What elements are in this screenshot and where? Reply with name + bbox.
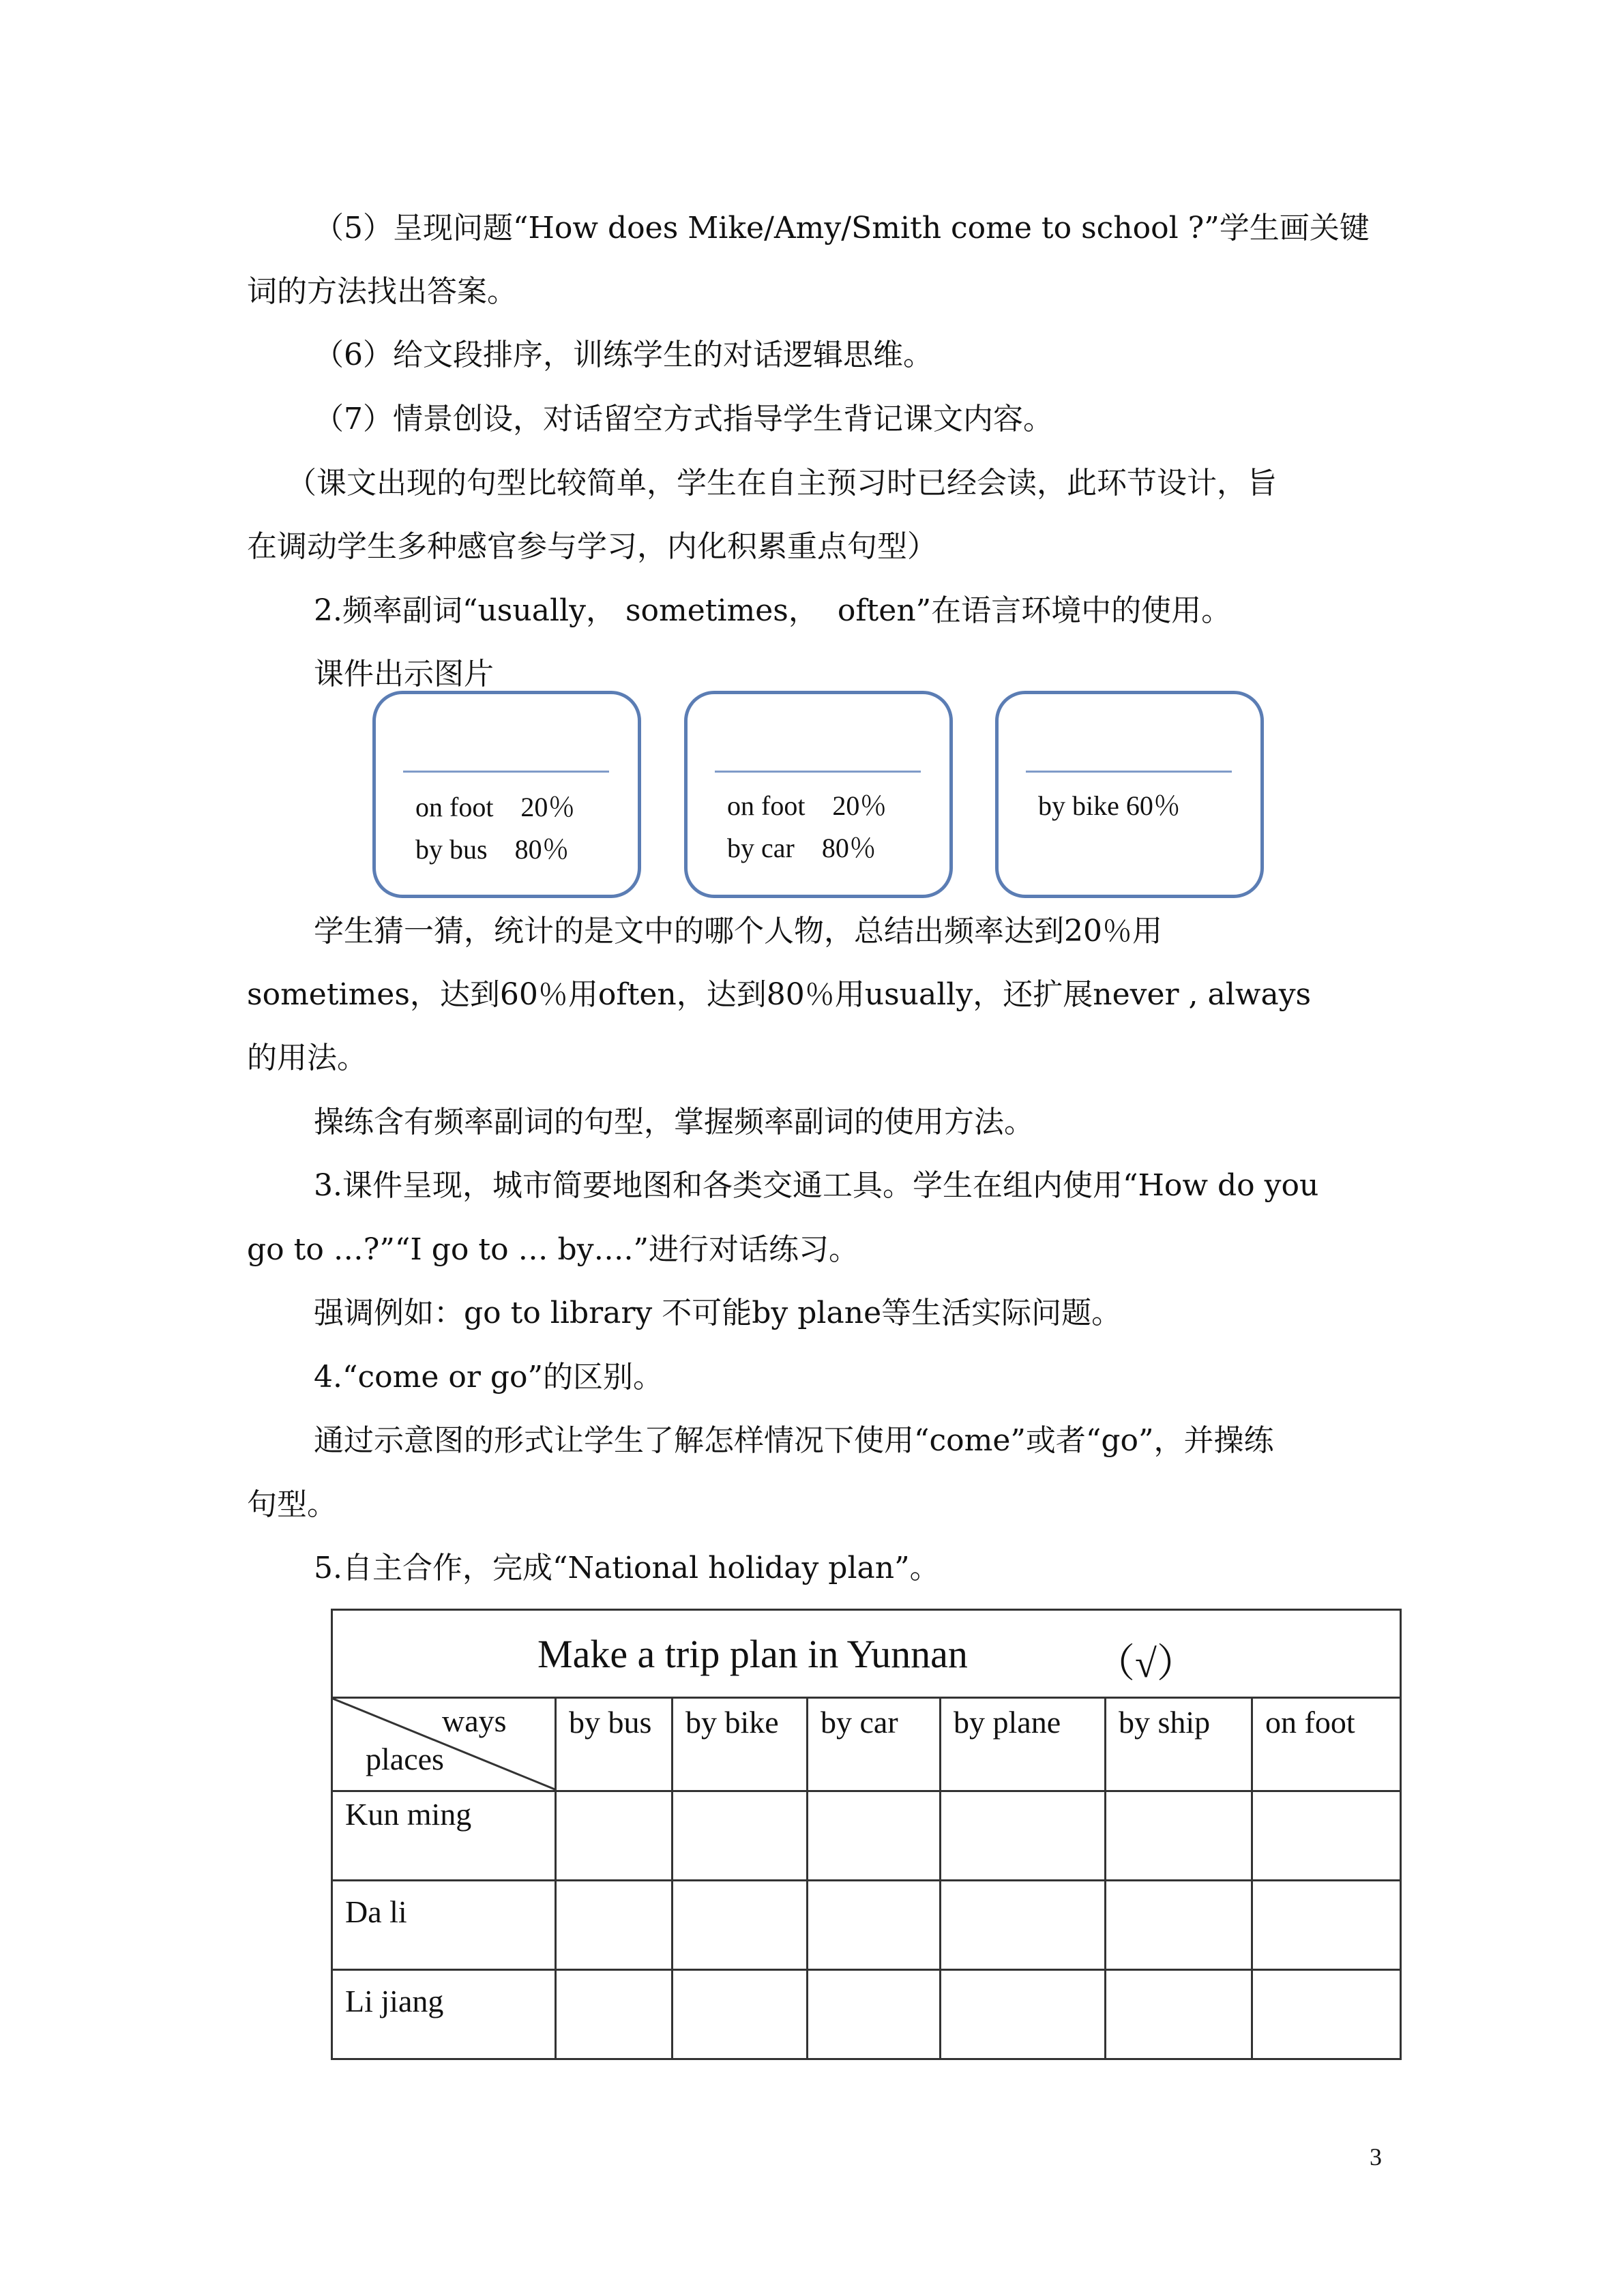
place-cell: Kun ming xyxy=(332,1791,556,1881)
note-a: （课文出现的句型比较简单，学生在自主预习时已经会读，此环节设计，旨 xyxy=(286,466,1277,501)
stat-card-1 xyxy=(372,691,641,898)
table-row xyxy=(332,1791,1401,1881)
paragraph-5a: （5）呈现问题“How does Mike/Amy/Smith come to school ?”学生画关键 xyxy=(314,211,1370,245)
paragraph-practice: 操练含有频率副词的句型，掌握频率副词的使用方法。 xyxy=(314,1105,1034,1139)
corner-places-label: places xyxy=(366,1742,444,1776)
section-3-b: go to …?”“I go to … by….”进行对话练习。 xyxy=(247,1232,859,1267)
paragraph-6: （6）给文段排序，训练学生的对话逻辑思维。 xyxy=(314,338,933,372)
answer-cell[interactable] xyxy=(673,1881,808,1970)
card-line-2: by bus 80％ xyxy=(415,834,570,865)
answer-cell[interactable] xyxy=(941,1970,1106,2059)
paragraph-5b: 词的方法找出答案。 xyxy=(247,274,517,309)
card-underline xyxy=(403,771,609,773)
card-underline xyxy=(1026,771,1232,773)
stat-card-2 xyxy=(684,691,953,898)
answer-cell[interactable] xyxy=(808,1970,941,2059)
answer-cell[interactable] xyxy=(556,1881,673,1970)
card-line-1: on foot 20％ xyxy=(727,790,887,821)
way-header: by bike xyxy=(673,1698,808,1791)
corner-ways-label: ways xyxy=(442,1703,507,1738)
slide-caption: 课件出示图片 xyxy=(314,657,494,691)
check-mark-hint: （√） xyxy=(1095,1641,1196,1686)
answer-cell[interactable] xyxy=(556,1970,673,2059)
answer-cell[interactable] xyxy=(1106,1970,1252,2059)
answer-cell[interactable] xyxy=(1106,1881,1252,1970)
answer-cell[interactable] xyxy=(808,1791,941,1881)
card-line-2: by car 80％ xyxy=(727,833,876,863)
table-title-cell xyxy=(332,1610,1401,1698)
place-cell: Da li xyxy=(332,1881,556,1970)
note-b: 在调动学生多种感官参与学习，内化积累重点句型） xyxy=(247,529,937,564)
table-row xyxy=(332,1881,1401,1970)
answer-cell[interactable] xyxy=(1106,1791,1252,1881)
way-header: by ship xyxy=(1106,1698,1252,1791)
answer-cell[interactable] xyxy=(941,1881,1106,1970)
paragraph-guess-a: 学生猜一猜，统计的是文中的哪个人物，总结出频率达到20％用 xyxy=(314,914,1162,949)
paragraph-guess-c: 的用法。 xyxy=(247,1041,367,1075)
paragraph-diagram-b: 句型。 xyxy=(247,1487,337,1522)
card-line-1: by bike 60％ xyxy=(1038,790,1181,821)
paragraph-emphasis: 强调例如：go to library 不可能by plane等生活实际问题。 xyxy=(314,1296,1122,1330)
paragraph-diagram-a: 通过示意图的形式让学生了解怎样情况下使用“come”或者“go”，并操练 xyxy=(314,1423,1274,1458)
section-3-a: 3.课件呈现，城市简要地图和各类交通工具。学生在组内使用“How do you xyxy=(314,1168,1319,1203)
paragraph-7: （7）情景创设，对话留空方式指导学生背记课文内容。 xyxy=(314,402,1053,436)
table-title: Make a trip plan in Yunnan xyxy=(537,1632,968,1676)
section-2-heading: 2.频率副词“usually， sometimes， often”在语言环境中的使用。 xyxy=(314,593,1232,628)
card-underline xyxy=(715,771,921,773)
answer-cell[interactable] xyxy=(1252,1791,1401,1881)
answer-cell[interactable] xyxy=(808,1881,941,1970)
way-header: by plane xyxy=(941,1698,1106,1791)
trip-plan-table xyxy=(331,1609,1402,2060)
card-line-1: on foot 20％ xyxy=(415,792,576,822)
answer-cell[interactable] xyxy=(673,1791,808,1881)
section-4-heading: 4.“come or go”的区别。 xyxy=(314,1360,664,1395)
page-number: 3 xyxy=(1370,2143,1382,2171)
way-header: on foot xyxy=(1252,1698,1401,1791)
section-5-heading: 5.自主合作，完成“National holiday plan”。 xyxy=(314,1551,940,1585)
place-cell: Li jiang xyxy=(332,1970,556,2059)
way-header: by car xyxy=(808,1698,941,1791)
answer-cell[interactable] xyxy=(941,1791,1106,1881)
paragraph-guess-b: sometimes，达到60％用often，达到80％用usually，还扩展never , always xyxy=(247,977,1312,1012)
answer-cell[interactable] xyxy=(556,1791,673,1881)
answer-cell[interactable] xyxy=(1252,1881,1401,1970)
stat-card-3 xyxy=(995,691,1264,898)
corner-header-cell xyxy=(332,1698,556,1791)
answer-cell[interactable] xyxy=(673,1970,808,2059)
way-header: by bus xyxy=(556,1698,673,1791)
answer-cell[interactable] xyxy=(1252,1970,1401,2059)
table-row xyxy=(332,1970,1401,2059)
